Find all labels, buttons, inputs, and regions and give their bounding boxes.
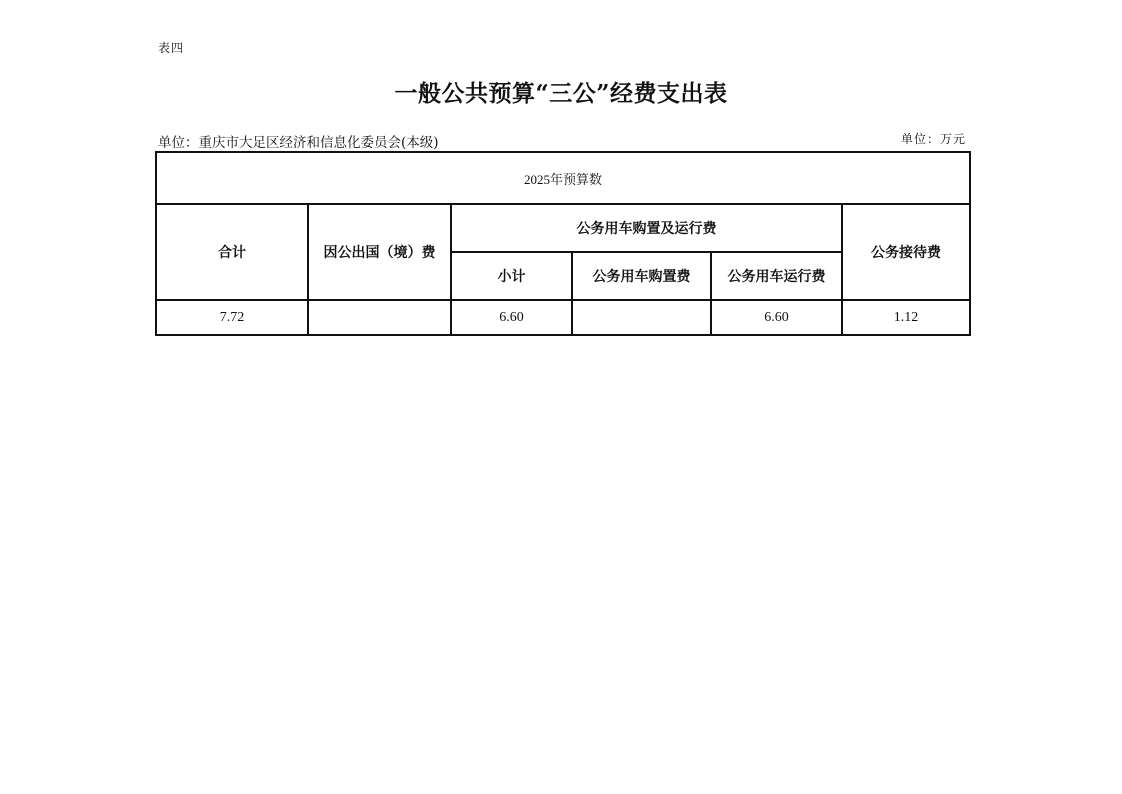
cell-reception: 1.12 — [842, 300, 970, 335]
currency-unit: 单位：万元 — [900, 132, 966, 146]
header-vehicle-group: 公务用车购置及运行费 — [451, 204, 842, 252]
cell-vehicle-purchase — [572, 300, 711, 335]
header-vehicle-operation: 公务用车运行费 — [711, 252, 842, 300]
page-title: 一般公共预算“三公”经费支出表 — [394, 80, 728, 107]
header-overseas: 因公出国（境）费 — [308, 204, 451, 300]
header-subtotal: 小计 — [451, 252, 572, 300]
column-header-row — [156, 204, 970, 252]
year-header-row — [156, 152, 970, 204]
cell-overseas — [308, 300, 451, 335]
organization-unit: 单位：重庆市大足区经济和信息化委员会(本级) — [158, 135, 439, 151]
table-row — [156, 300, 970, 335]
header-total: 合计 — [156, 204, 308, 300]
budget-table — [155, 151, 971, 336]
header-reception: 公务接待费 — [842, 204, 970, 300]
table-number-label: 表四 — [158, 41, 185, 55]
year-header-text: 2025年预算数 — [524, 171, 603, 187]
header-vehicle-purchase: 公务用车购置费 — [572, 252, 711, 300]
year-header-cell — [156, 152, 970, 204]
cell-subtotal: 6.60 — [451, 300, 572, 335]
cell-total: 7.72 — [156, 300, 308, 335]
cell-vehicle-operation: 6.60 — [711, 300, 842, 335]
